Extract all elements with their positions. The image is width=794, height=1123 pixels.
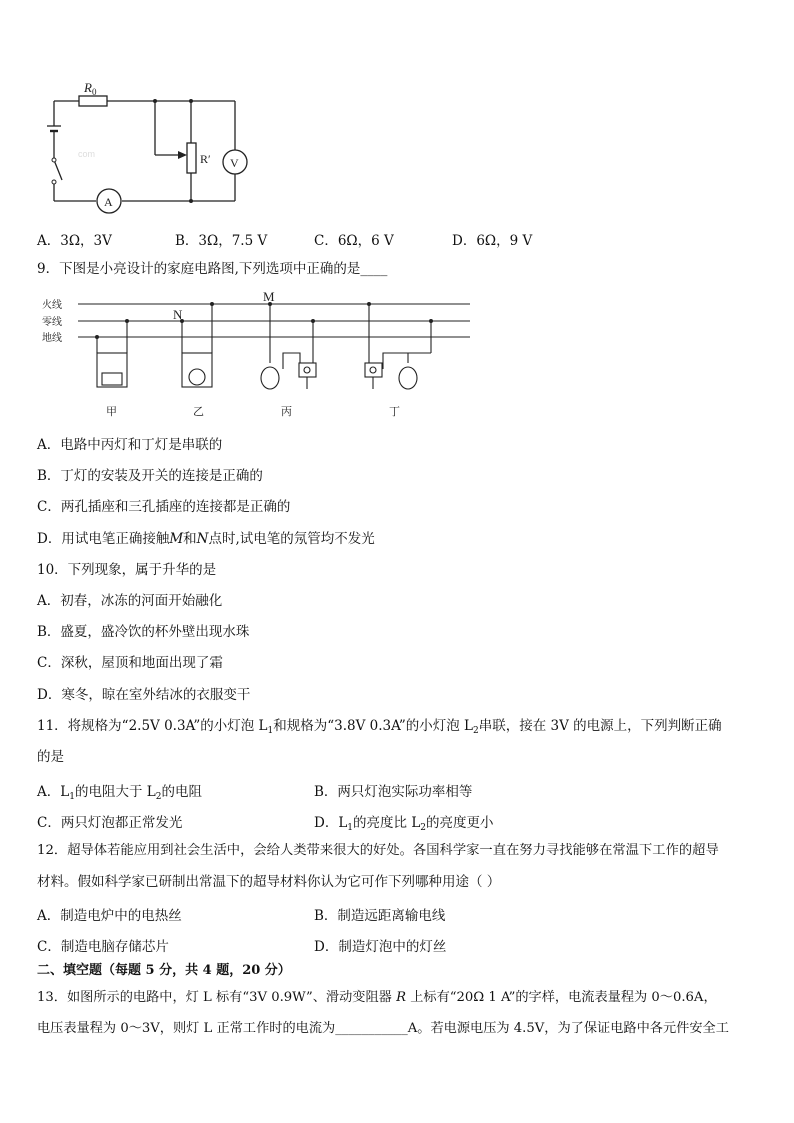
q10-option-b[interactable]: B．盛夏，盛冷饮的杯外壁出现水珠 bbox=[37, 624, 250, 640]
ammeter-label: A bbox=[104, 195, 113, 209]
circuit-diagram-q8 bbox=[0, 0, 794, 230]
q12-option-d[interactable]: D．制造灯泡中的灯丝 bbox=[314, 939, 447, 955]
q8-option-b[interactable]: B．3Ω，7.5 V bbox=[175, 233, 268, 249]
watermark: com bbox=[78, 149, 96, 159]
q9-option-a[interactable]: A．电路中丙灯和丁灯是串联的 bbox=[37, 437, 223, 453]
q13-line2: 电压表量程为 0～3V，则灯 L 正常工作时的电流为___________A。若电源电压为 4.5V，为了保证电路中各元件安全工 bbox=[37, 1021, 729, 1036]
q12-stem-line2: 材料。假如科学家已研制出常温下的超导材料你认为它可作下列哪种用途（ ） bbox=[37, 874, 501, 890]
q10-option-d[interactable]: D．寒冬，晾在室外结冰的衣服变干 bbox=[37, 687, 251, 703]
q9-option-d[interactable]: D．用试电笔正确接触M和N点时,试电笔的氖管均不发光 bbox=[37, 531, 375, 547]
live-wire-label: 火线 bbox=[42, 300, 62, 311]
q8-option-a[interactable]: A．3Ω，3V bbox=[37, 233, 112, 249]
label-ding: 丁 bbox=[389, 405, 400, 418]
household-circuit-diagram bbox=[0, 285, 794, 425]
point-m-label: M bbox=[263, 289, 275, 304]
q11-option-c[interactable]: C．两只灯泡都正常发光 bbox=[37, 815, 183, 831]
section-heading-fill-in: 二、填空题（每题 5 分，共 4 题，20 分） bbox=[37, 963, 291, 978]
voltmeter-label: V bbox=[230, 156, 239, 170]
q11-stem-line2: 的是 bbox=[37, 749, 64, 765]
q10-option-a[interactable]: A．初春，冰冻的河面开始融化 bbox=[37, 593, 223, 609]
r0-label: $R_0$ bbox=[84, 80, 97, 97]
q10-option-c[interactable]: C．深秋，屋顶和地面出现了霜 bbox=[37, 655, 223, 671]
neutral-wire-label: 零线 bbox=[42, 317, 62, 328]
q12-option-b[interactable]: B．制造远距离输电线 bbox=[314, 908, 446, 924]
q9-stem: 9．下图是小亮设计的家庭电路图,下列选项中正确的是____ bbox=[37, 261, 388, 277]
q11-option-a[interactable]: A．$L_1$的电阻大于 $L_2$的电阻 bbox=[37, 784, 202, 802]
q11-option-b[interactable]: B．两只灯泡实际功率相等 bbox=[314, 784, 473, 800]
q12-stem-line1: 12．超导体若能应用到社会生活中，会给人类带来很大的好处。各国科学家一直在努力寻找能够在常温下工作的超导 bbox=[37, 843, 719, 858]
point-n-label: N bbox=[173, 307, 183, 322]
q11-stem: 11．将规格为“2.5V 0.3A”的小灯泡 $L_1$和规格为“3.8V 0.3A”的小灯泡 $L_2$串联，接在 3V 的电源上，下列判断正确 bbox=[37, 718, 722, 736]
q10-stem: 10．下列现象，属于升华的是 bbox=[37, 562, 217, 578]
q9-option-b[interactable]: B．丁灯的安装及开关的连接是正确的 bbox=[37, 468, 263, 484]
q13-line1: 13．如图所示的电路中，灯 L 标有“3V 0.9W”、滑动变阻器 R 上标有“20Ω 1 A”的字样，电流表量程为 0～0.6A， bbox=[37, 990, 717, 1005]
q12-option-c[interactable]: C．制造电脑存储芯片 bbox=[37, 939, 169, 955]
q11-option-d[interactable]: D．$L_1$的亮度比 $L_2$的亮度更小 bbox=[314, 815, 494, 833]
label-bing: 丙 bbox=[281, 405, 292, 418]
ground-wire-label: 地线 bbox=[42, 333, 62, 344]
q12-option-a[interactable]: A．制造电炉中的电热丝 bbox=[37, 908, 182, 924]
q9-option-c[interactable]: C．两孔插座和三孔插座的连接都是正确的 bbox=[37, 499, 291, 515]
q8-option-d[interactable]: D．6Ω，9 V bbox=[452, 233, 533, 249]
q8-option-c[interactable]: C．6Ω，6 V bbox=[314, 233, 394, 249]
rprime-label: R′ bbox=[200, 152, 211, 166]
label-yi: 乙 bbox=[193, 405, 204, 418]
label-jia: 甲 bbox=[106, 405, 117, 418]
q13-answer-blank[interactable]: ___________ bbox=[335, 1021, 408, 1036]
